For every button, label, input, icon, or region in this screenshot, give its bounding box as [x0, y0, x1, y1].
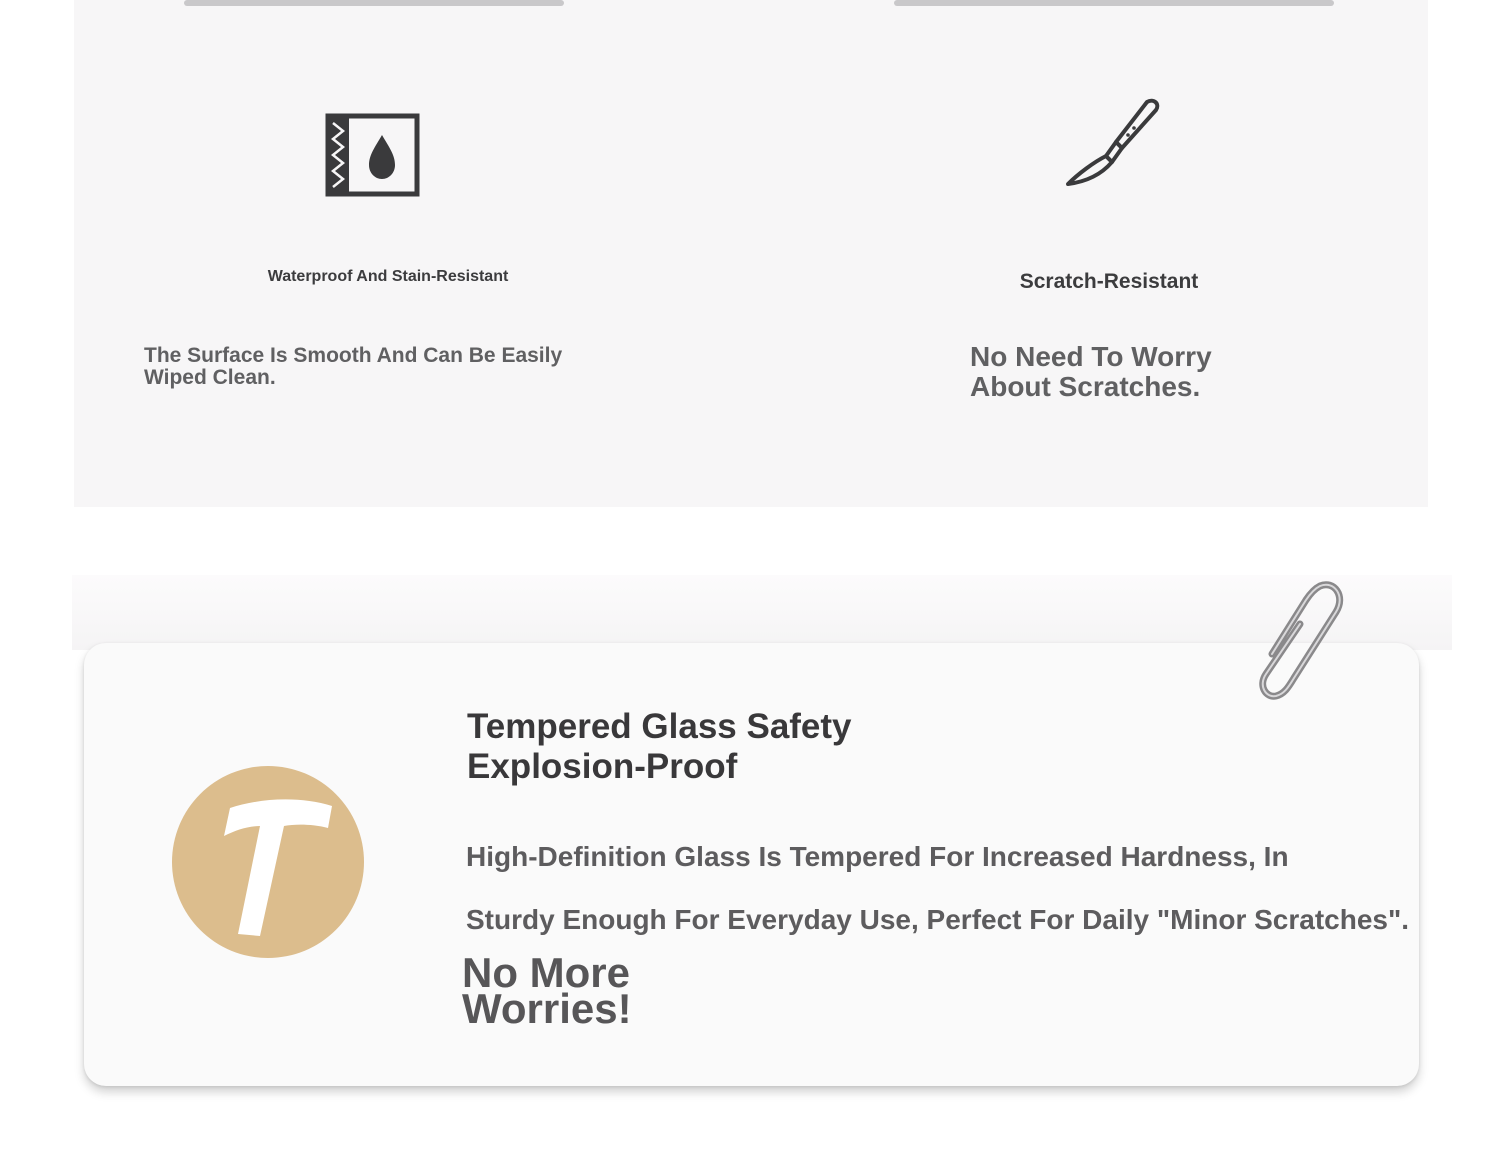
- card-title: Tempered Glass Safety Explosion-Proof: [467, 707, 852, 786]
- card-body-line-2: Sturdy Enough For Everyday Use, Perfect For Daily "Minor Scratches".: [466, 904, 1410, 935]
- paperclip-icon: [1238, 578, 1354, 706]
- feature-title-scratch: Scratch-Resistant: [1019, 270, 1199, 293]
- knife-icon: [1062, 96, 1162, 188]
- features-panel: [74, 0, 1428, 507]
- waterproof-icon: [325, 113, 421, 199]
- card-slogan: No More Worries!: [462, 949, 632, 1032]
- feature-desc-waterproof: The Surface Is Smooth And Can Be Easily Wiped Clean.: [144, 344, 563, 390]
- hammer-icon: [172, 766, 364, 958]
- cropped-heading-left: [184, 0, 564, 6]
- feature-title-waterproof: Waterproof And Stain-Resistant: [267, 268, 509, 285]
- cropped-heading-right: [894, 0, 1334, 6]
- feature-desc-scratch: No Need To Worry About Scratches.: [970, 341, 1212, 402]
- card-body-line-1: High-Definition Glass Is Tempered For Increased Hardness, In: [466, 841, 1289, 872]
- hammer-badge: [172, 766, 364, 958]
